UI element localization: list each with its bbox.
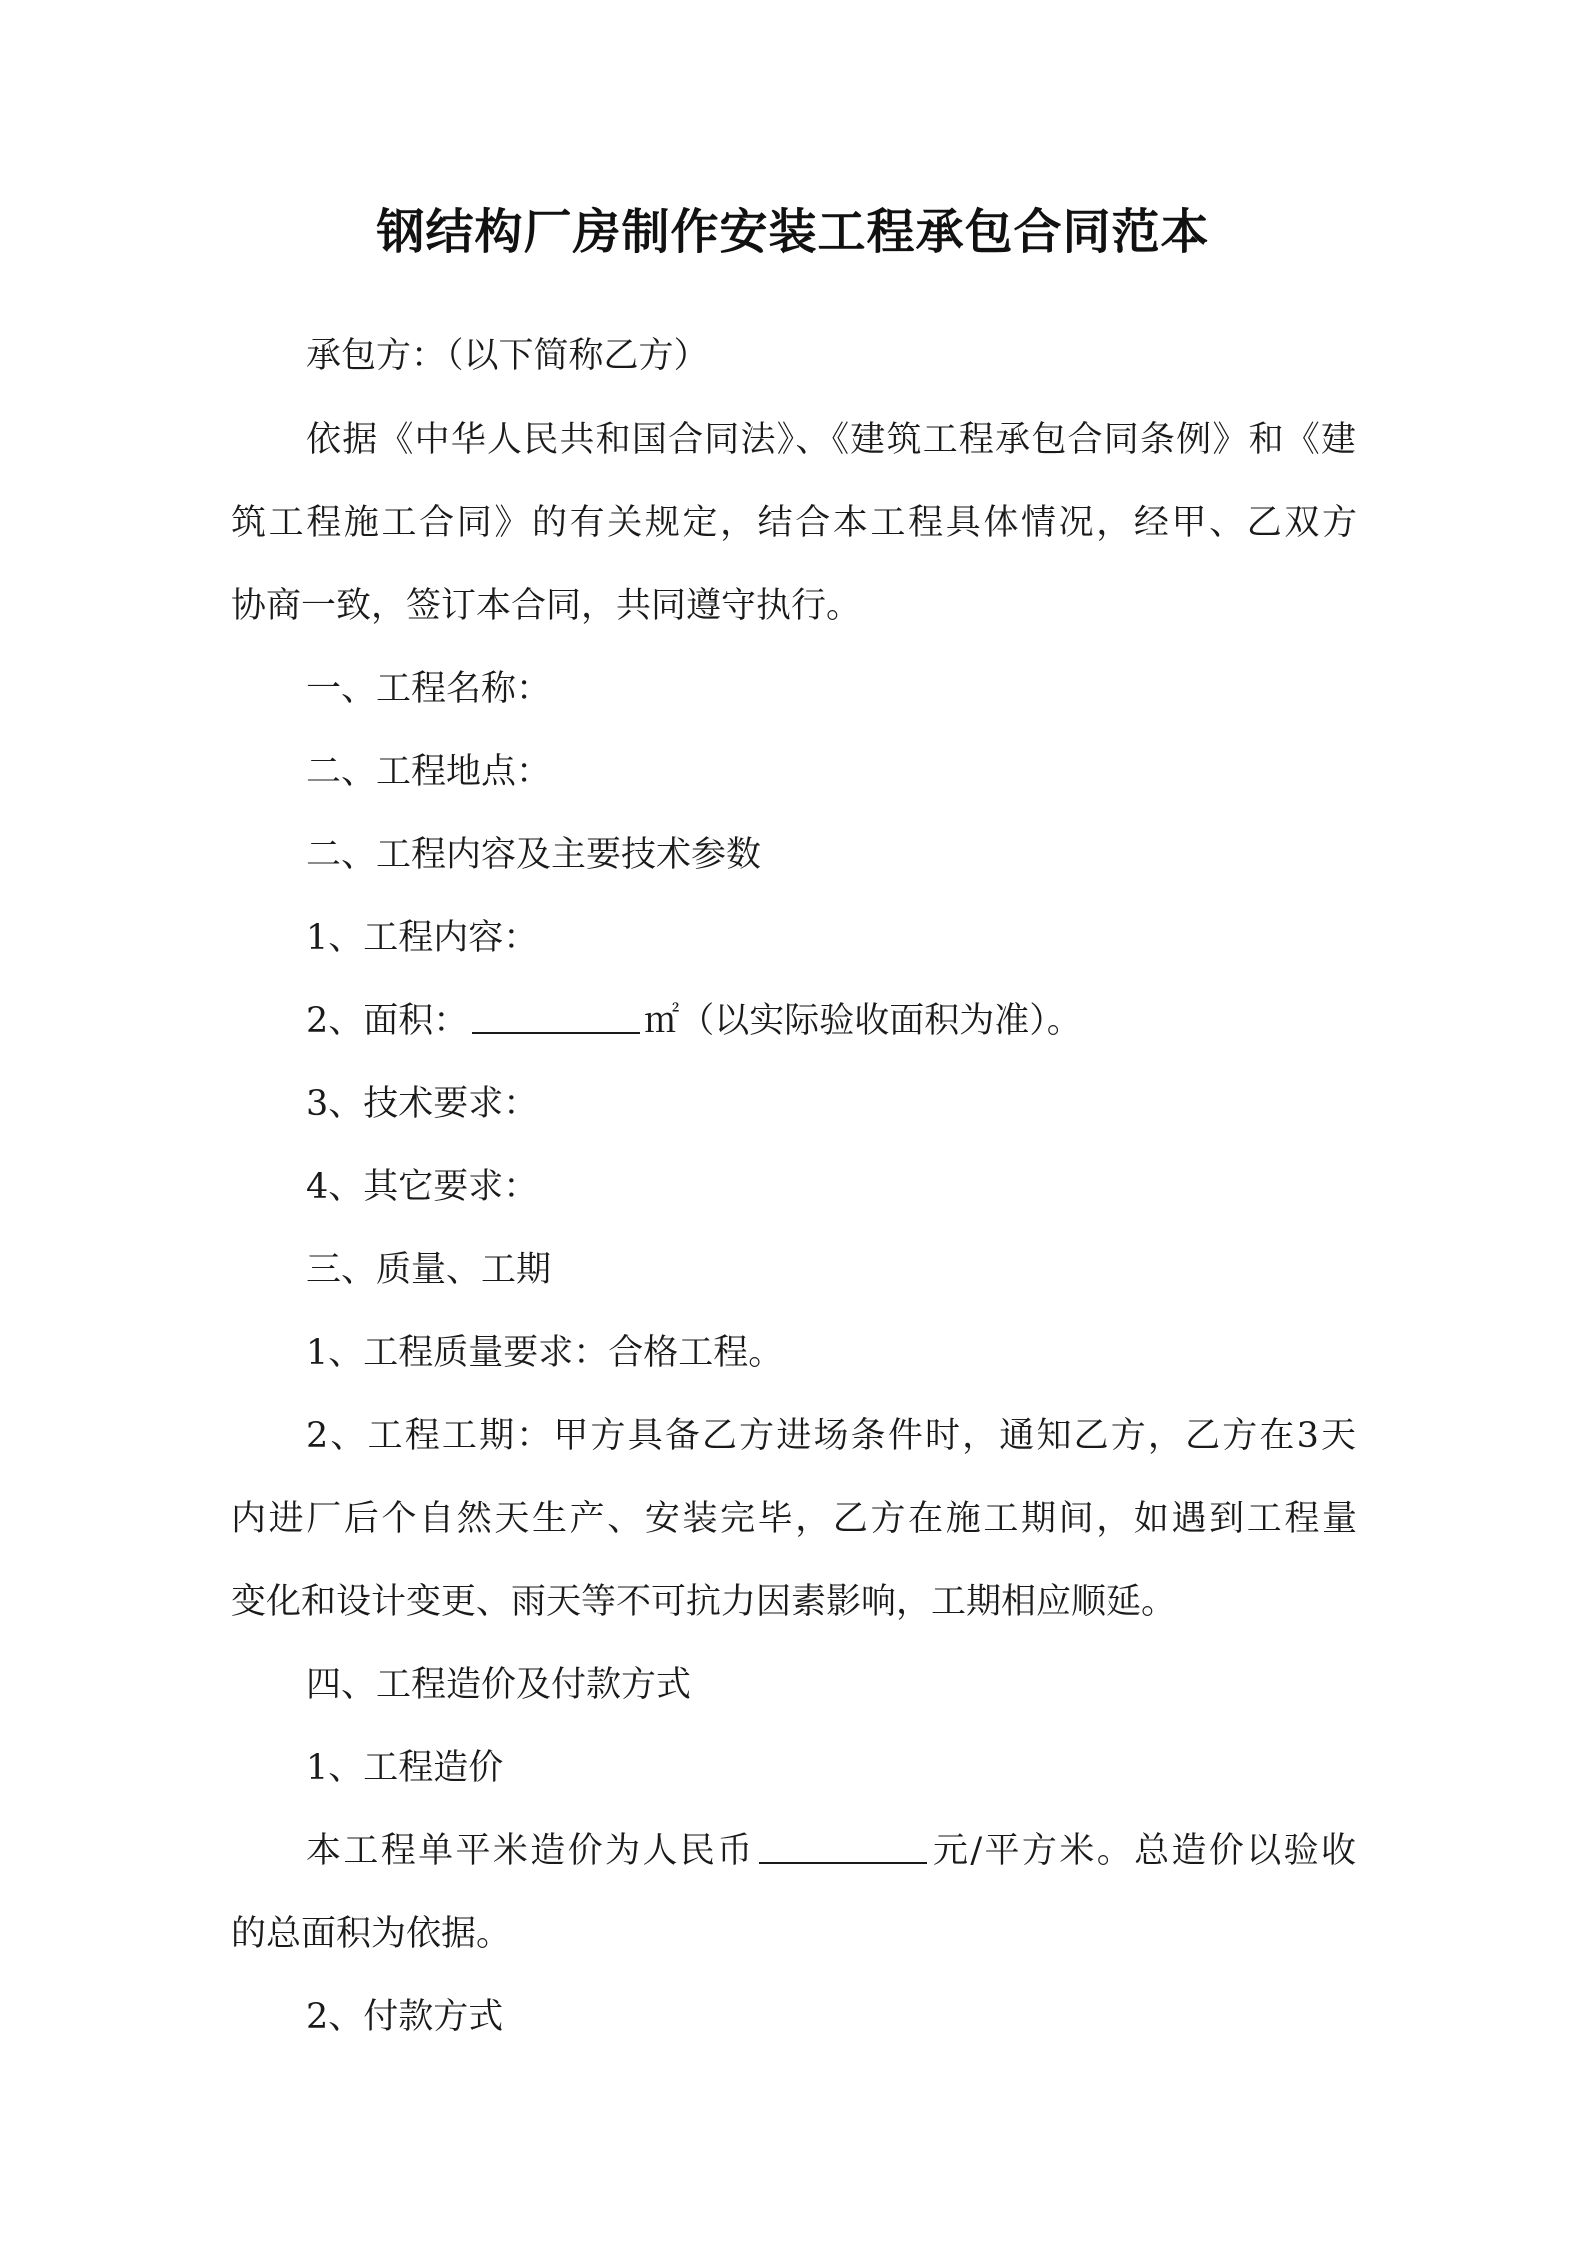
section-cost-payment: 四、工程造价及付款方式: [306, 1665, 692, 1705]
item-project-cost: 1、工程造价: [306, 1748, 504, 1788]
item-project-content: 1、工程内容：: [306, 918, 539, 958]
section-project-location: 二、工程地点：: [306, 752, 552, 792]
cost-text-line-2: 的总面积为依据。: [231, 1914, 512, 1954]
item-technical-requirements: 3、技术要求：: [306, 1084, 539, 1124]
document-title: 钢结构厂房制作安装工程承包合同范本: [376, 204, 1210, 260]
item-payment-method: 2、付款方式: [306, 1997, 504, 2037]
basis-paragraph-line-1: 依据《中华人民共和国合同法》、《建筑工程承包合同条例》和《建: [306, 420, 1356, 460]
basis-paragraph-line-3: 协商一致，签订本合同，共同遵守执行。: [231, 586, 862, 626]
item-schedule-line-2: 内进厂后个自然天生产、安装完毕，乙方在施工期间，如遇到工程量: [231, 1499, 1357, 1539]
unit-price-blank-field: [759, 1828, 927, 1864]
section-project-name: 一、工程名称：: [306, 669, 552, 709]
contractor-line: 承包方：（以下简称乙方）: [306, 336, 709, 376]
item-area-unit: ㎡（以实际验收面积为准）。: [644, 1001, 1082, 1041]
item-area: [306, 995, 1082, 1047]
item-schedule-line-1: 2、工程工期：甲方具备乙方进场条件时，通知乙方，乙方在3天: [306, 1416, 1356, 1456]
section-project-content-heading: 二、工程内容及主要技术参数: [306, 835, 762, 875]
cost-text-line-1: [306, 1825, 1356, 1877]
basis-paragraph-line-2: 筑工程施工合同》的有关规定，结合本工程具体情况，经甲、乙双方: [231, 503, 1357, 543]
area-blank-field: [472, 998, 640, 1034]
item-area-label: 2、面积：: [306, 1001, 469, 1041]
cost-text-prefix: 本工程单平米造价为人民币: [306, 1831, 755, 1871]
section-quality-schedule: 三、质量、工期: [306, 1250, 552, 1290]
cost-text-suffix: 元/平方米。总造价以验收: [930, 1831, 1356, 1871]
item-schedule-line-3: 变化和设计变更、雨天等不可抗力因素影响，工期相应顺延。: [231, 1582, 1177, 1622]
item-quality-requirement: 1、工程质量要求：合格工程。: [306, 1333, 784, 1373]
item-other-requirements: 4、其它要求：: [306, 1167, 539, 1207]
